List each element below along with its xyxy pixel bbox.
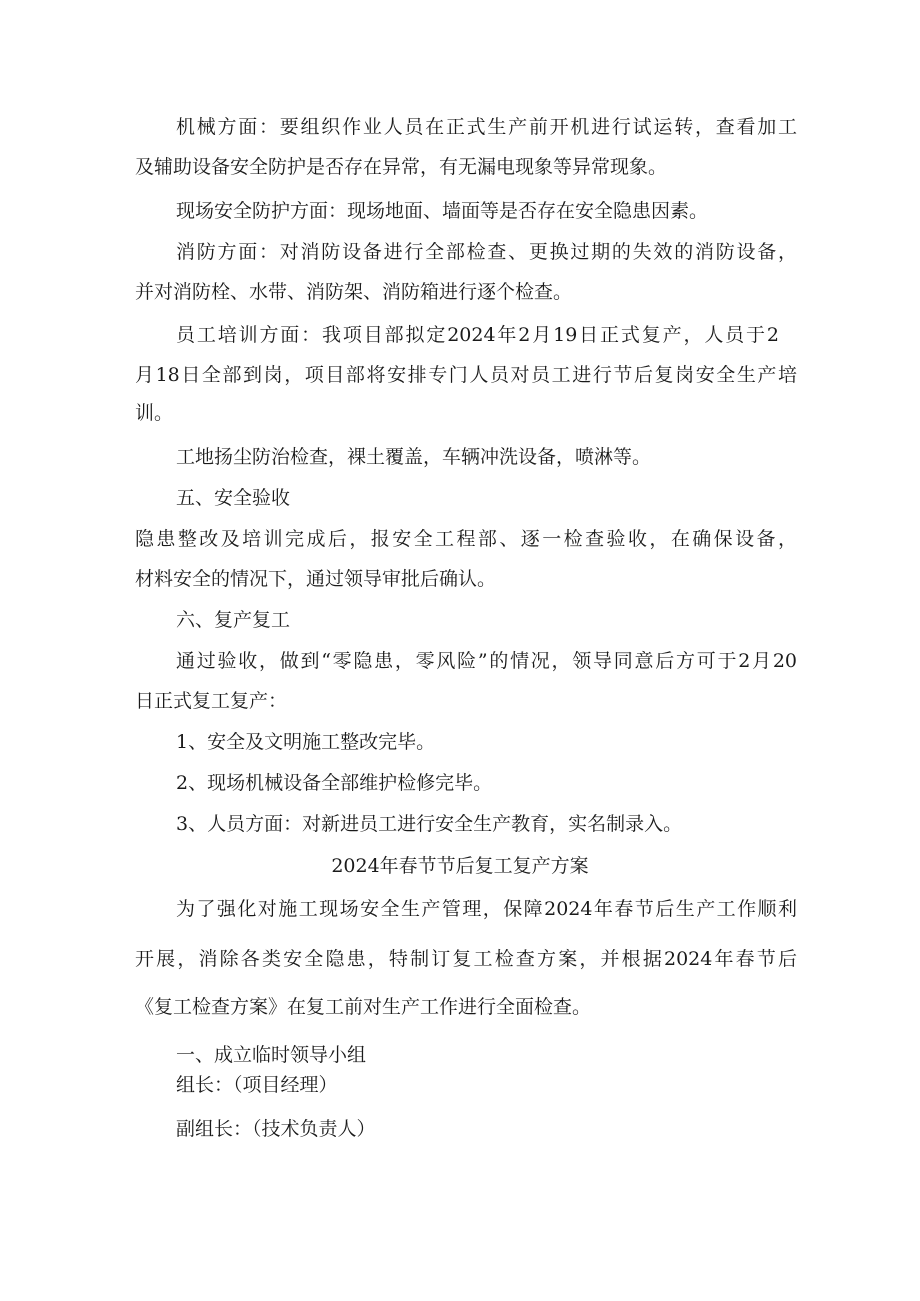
section-title: 2024年春节节后复工复产方案 — [331, 855, 589, 877]
heading-safety-acceptance: 五、安全验收 — [176, 487, 291, 509]
paragraph-fire-line-2: 并对消防栓、水带、消防架、消防箱进行逐个检查。 — [135, 281, 573, 303]
paragraph-training-line-2: 月18日全部到岗，项目部将安排专门人员对员工进行节后复岗安全生产培 — [135, 364, 797, 386]
heading-leadership-group: 一、成立临时领导小组 — [176, 1044, 367, 1066]
list-item-3: 3、人员方面：对新进员工进行安全生产教育，实名制录入。 — [176, 813, 683, 835]
paragraph-dust-control: 工地扬尘防治检查，裸土覆盖，车辆冲洗设备，喷淋等。 — [176, 446, 652, 468]
heading-resume-production: 六、复产复工 — [176, 609, 291, 631]
paragraph-intro-line-2: 开展，消除各类安全隐患，特制订复工检查方案，并根据2024年春节后 — [135, 948, 797, 970]
paragraph-acceptance-line-2: 材料安全的情况下，通过领导审批后确认。 — [135, 568, 497, 590]
list-item-2: 2、现场机械设备全部维护检修完毕。 — [176, 772, 493, 794]
paragraph-intro-line-3: 《复工检查方案》在复工前对生产工作进行全面检查。 — [135, 996, 592, 1018]
paragraph-fire-line-1: 消防方面：对消防设备进行全部检查、更换过期的失效的消防设备， — [176, 241, 797, 263]
paragraph-resume-line-1: 通过验收，做到“零隐患，零风险”的情况，领导同意后方可于2月20 — [176, 650, 797, 672]
paragraph-machinery-line-2: 及辅助设备安全防护是否存在异常，有无漏电现象等异常现象。 — [135, 156, 668, 178]
deputy-group-leader: 副组长：（技术负责人） — [176, 1118, 376, 1140]
list-item-1: 1、安全及文明施工整改完毕。 — [176, 731, 436, 753]
paragraph-machinery-line-1: 机械方面：要组织作业人员在正式生产前开机进行试运转，查看加工 — [176, 116, 797, 138]
paragraph-intro-line-1: 为了强化对施工现场安全生产管理，保障2024年春节后生产工作顺利 — [176, 898, 797, 920]
paragraph-training-line-3: 训。 — [135, 402, 174, 424]
paragraph-acceptance-line-1: 隐患整改及培训完成后，报安全工程部、逐一检查验收，在确保设备， — [135, 528, 797, 550]
paragraph-training-line-1: 员工培训方面：我项目部拟定2024年2月19日正式复产，人员于2 — [176, 324, 779, 346]
group-leader: 组长：（项目经理） — [176, 1074, 338, 1096]
paragraph-site-safety: 现场安全防护方面：现场地面、墙面等是否存在安全隐患因素。 — [176, 200, 709, 222]
paragraph-resume-line-2: 日正式复工复产： — [135, 690, 288, 712]
